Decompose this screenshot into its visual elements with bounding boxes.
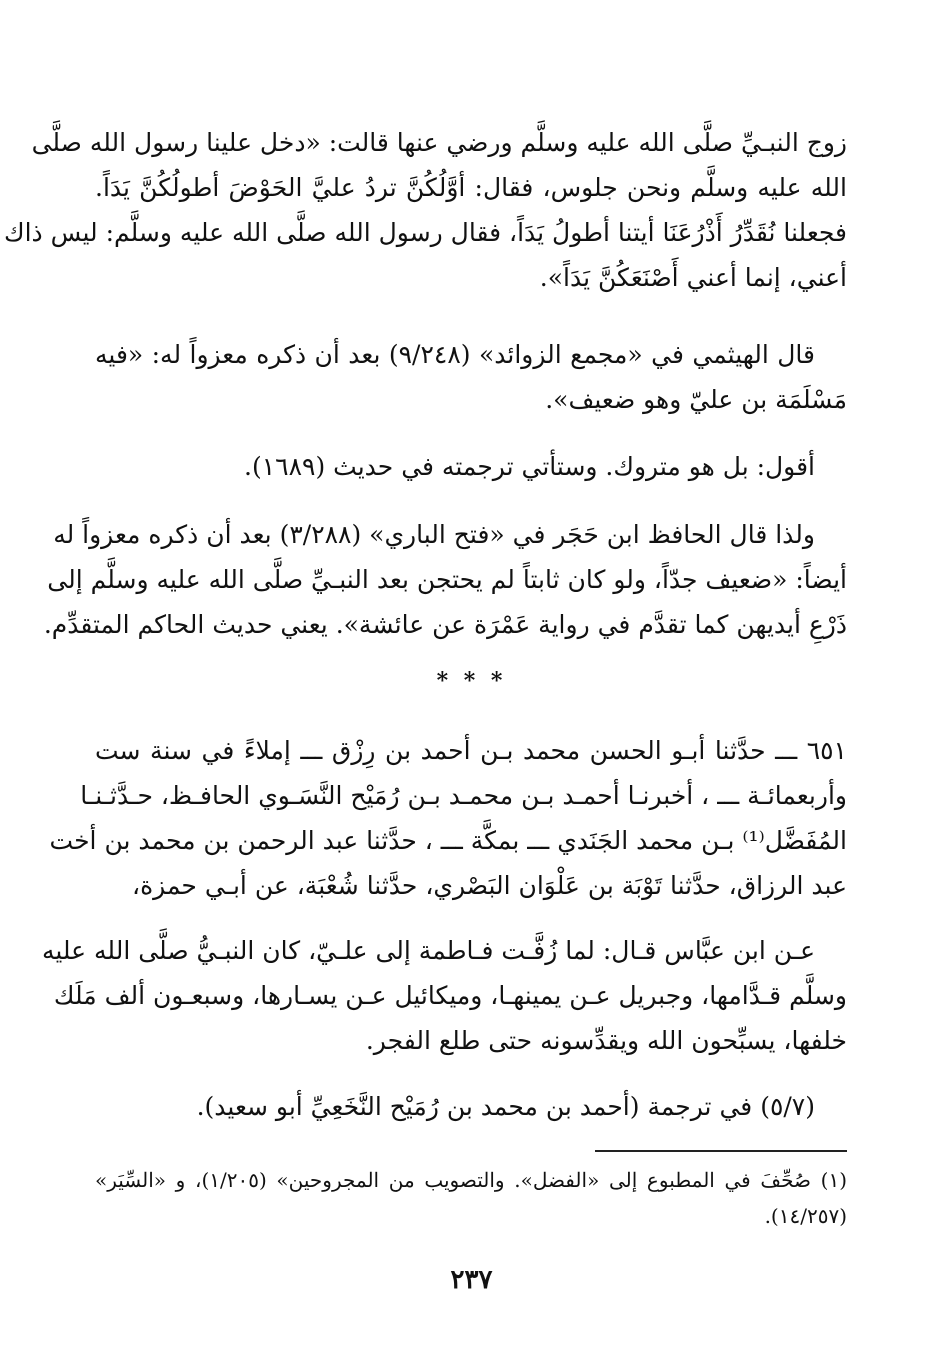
text-line: ٦٥١ ـــ حدَّثنا أبـو الحسن محمد بـن أحمد بن رِزْق ـــ إملاءً في سنة ست [95,736,847,765]
text-line: قال الهيثمي في «مجمع الزوائد» (٩/٢٤٨) بعد أن ذكره معزواً له: «فيه [95,340,815,369]
text-line: أيضاً: «ضعيف جدّاً، ولو كان ثابتاً لم يحتجن بعد النبـيِّ صلَّى الله عليه وسلَّم إلى [47,565,847,594]
text-line: وأربعمائـة ـــ ، أخبرنـا أحمـد بـن محمـد بـن رُمَيْح النَّسَـوي الحافـظ، حـدَّثـنـا [80,781,847,810]
text-line: المُفَضَّل⁽¹⁾ بـن محمد الجَنَدي ـــ بمكَّة ـــ ، حدَّثنا عبد الرحمن بن محمد بن أخت [49,826,847,855]
footnote-divider [595,1150,847,1152]
hadith-isnad [49,728,847,908]
footnote-line: (١٤/٢٥٧). [764,1204,847,1228]
text-line: ذَرْعِ أيديهن كما تقدَّم في رواية عَمْرَة عن عائشة». يعني حديث الحاكم المتقدِّم. [43,610,847,639]
text-line: خلفها، يسبِّحون الله ويقدِّسونه حتى طلع الفجر. [365,1026,847,1055]
text-line: أعني، إنما أعني أَصْنَعَكُنَّ يَدَاً». [539,263,847,292]
text-line: عـن ابن عبَّاس قـال: لما زُفَّـت فـاطمة إلى علـيّ، كان النبـيُّ صلَّى الله عليه [41,936,815,965]
hadith-reference [95,1084,847,1129]
footnote [95,1162,847,1234]
footnote-line: (١) صُحِّفَ في المطبوع إلى «الفضل». والتصويب من المجروحين» (١/٢٠٥)، و «السِّيَر» [95,1168,847,1192]
text-line: أقول: بل هو متروك. وستأتي ترجمته في حديث (١٦٨٩). [244,452,815,481]
text-line: الله عليه وسلَّم ونحن جلوس، فقال: أوَّلُكُنَّ تردُ عليَّ الحَوْضَ أطولُكُنَّ يَدَاً. [95,173,847,202]
text-line: (٥/٧) في ترجمة (أحمد بن محمد بن رُمَيْح النَّخَعِيِّ أبو سعيد). [196,1092,815,1121]
text-line: زوج النبـيِّ صلَّى الله عليه وسلَّم ورضي عنها قالت: «دخل علينا رسول الله صلَّى [31,128,847,157]
paragraph-2 [95,332,847,422]
section-separator: * * * [436,668,507,694]
paragraph-4 [43,512,847,647]
hadith-matn [41,928,847,1063]
text-line: عبد الرزاق، حدَّثنا تَوْبَة بن عَلْوَان البَصْري، حدَّثنا شُعْبَة، عن أبـي حمزة، [132,871,847,900]
text-line: ولذا قال الحافظ ابن حَجَر في «فتح الباري» (٣/٢٨٨) بعد أن ذكره معزواً له [53,520,815,549]
page-number: ٢٣٧ [450,1265,493,1295]
text-line: مَسْلَمَة بن عليّ وهو ضعيف». [545,385,847,414]
text-line: فجعلنا نُقَدِّرُ أَذْرُعَنَا أيتنا أطولُ يَدَاً، فقال رسول الله صلَّى الله عليه وسلَّم: ليس ذاك [3,218,847,247]
text-line: وسلَّم قـدَّامها، وجبريل عـن يمينهـا، وميكائيل عـن يسـارها، وسبعـون ألف مَلَك [53,981,847,1010]
paragraph-1 [3,120,847,300]
paragraph-3 [95,444,847,489]
